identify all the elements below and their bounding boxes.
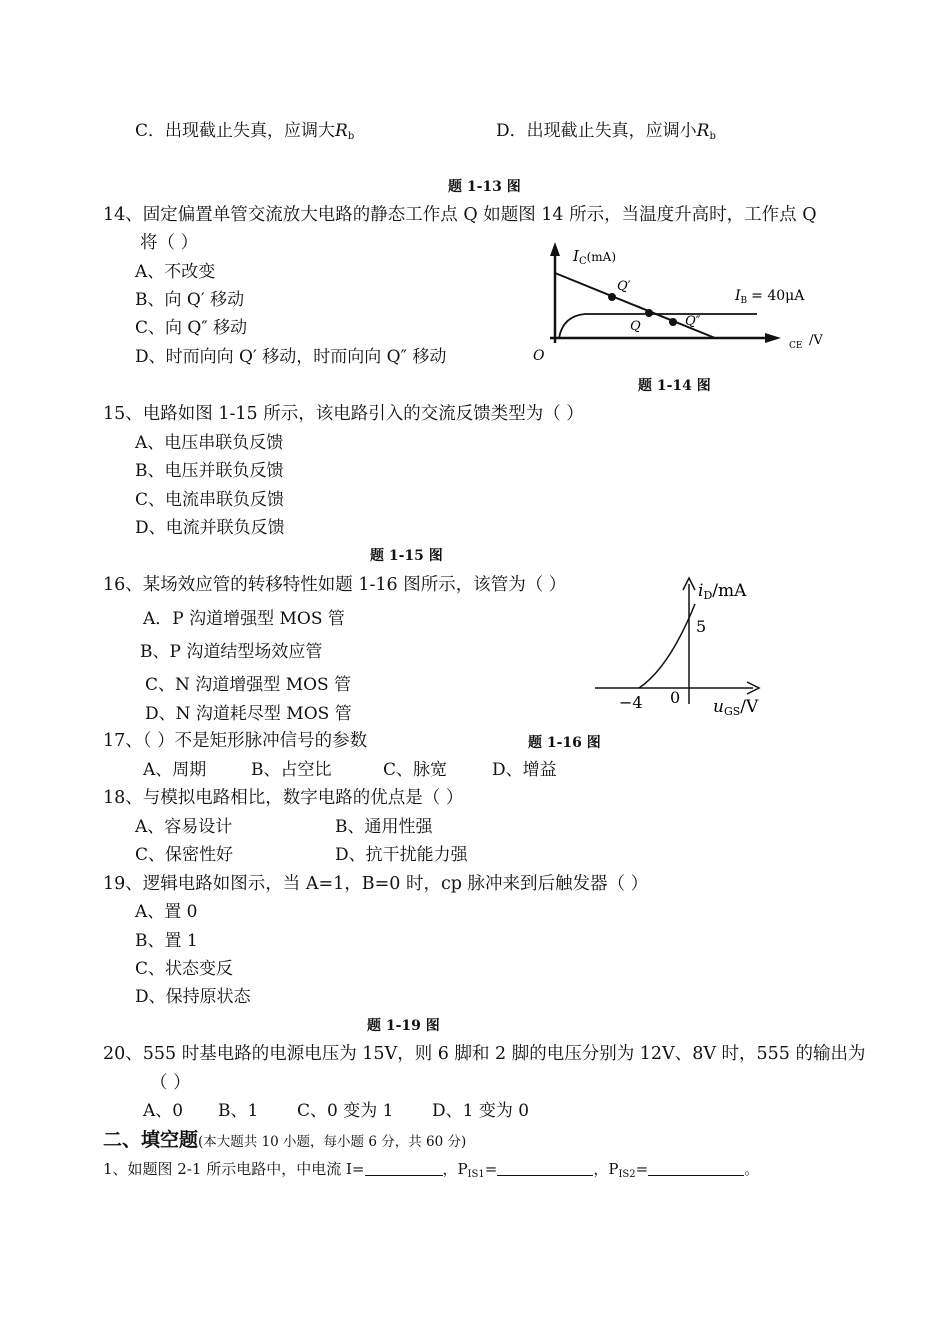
q15-caption: 题 1-15 图 [370, 548, 443, 564]
q14-option-d: D、时而向向 Q′ 移动，时而向向 Q″ 移动 [135, 347, 447, 367]
q18-option-b: B、通用性强 [335, 817, 433, 837]
q13-option-d-sub: b [709, 131, 716, 142]
q13-option-c [135, 123, 354, 142]
section2-note: (本大题共 10 小题，每小题 6 分，共 60 分) [198, 1134, 467, 1150]
q16-transfer-curve [639, 604, 695, 688]
q13-option-d-text: D．出现截止失真，应调小 [496, 121, 697, 141]
fill1-blank-i[interactable] [365, 1161, 443, 1176]
q14-stem-line2: 将（ ） [140, 233, 199, 253]
q19-option-c: C、状态变反 [135, 959, 234, 979]
q13-caption: 题 1-13 图 [448, 179, 521, 195]
q16-x-tick: −4 [619, 693, 643, 712]
q19-stem: 19、逻辑电路如图示，当 A=1，B=0 时，cp 脉冲来到后触发器（ ） [103, 874, 649, 894]
q15-option-b: B、电压并联负反馈 [135, 461, 284, 481]
q20-option-d: D、1 变为 0 [432, 1101, 530, 1121]
q14-ib-label: $I_B = 40\mu A$ [735, 288, 805, 306]
fill1-eq1: = [484, 1160, 498, 1178]
q20-option-c: C、0 变为 1 [297, 1101, 394, 1121]
fill1-sep2: ，P [593, 1160, 619, 1178]
q14-label-q1: Q′ [617, 279, 631, 294]
q15-option-d: D、电流并联负反馈 [135, 518, 285, 538]
q20-stem-line2: （ ） [150, 1073, 191, 1093]
q16-option-b: B、P 沟道结型场效应管 [140, 642, 323, 662]
q18-option-d: D、抗干扰能力强 [335, 845, 468, 865]
q18-option-c: C、保密性好 [135, 845, 234, 865]
q17-option-a: A、周期 [143, 760, 207, 780]
q19-caption: 题 1-19 图 [367, 1018, 440, 1034]
fill1-eq2: = [635, 1160, 649, 1178]
fill1-line [103, 1161, 759, 1180]
q16-option-c: C、N 沟道增强型 MOS 管 [145, 675, 352, 695]
q14-label-q: Q [630, 319, 641, 334]
section2-heading: 二、填空题 [103, 1129, 199, 1151]
q15-option-a: A、电压串联负反馈 [135, 433, 284, 453]
q14-point-q2 [669, 318, 677, 326]
q14-point-q1 [608, 293, 616, 301]
q16-stem: 16、某场效应管的转移特性如题 1-16 图所示，该管为（ ） [103, 575, 567, 595]
q20-option-b: B、1 [218, 1101, 259, 1121]
q14-point-q [645, 309, 653, 317]
q16-zero: 0 [670, 688, 681, 707]
q13-option-d [496, 123, 716, 142]
q14-caption: 题 1-14 图 [638, 378, 711, 394]
q16-y-label: iD/mA [698, 581, 747, 602]
q16-option-d: D、N 沟道耗尽型 MOS 管 [145, 704, 352, 724]
fill1-sub2: IS2 [618, 1169, 636, 1180]
q13-option-c-var: R [335, 121, 348, 141]
q18-option-a: A、容易设计 [135, 817, 233, 837]
q17-option-d: D、增益 [492, 760, 557, 780]
section2-header [103, 1131, 466, 1150]
q16-y-tick: 5 [696, 617, 707, 636]
q14-ib-curve [559, 314, 757, 338]
q15-stem: 15、电路如图 1-15 所示，该电路引入的交流反馈类型为（ ） [103, 404, 584, 424]
q14-option-b: B、向 Q′ 移动 [135, 290, 245, 310]
q14-stem-line1: 14、固定偏置单管交流放大电路的静态工作点 Q 如题图 14 所示，当温度升高时，工作点 Q [103, 205, 817, 225]
q18-stem: 18、与模拟电路相比，数字电路的优点是（ ） [103, 788, 464, 808]
fill1-sep1: ，P [442, 1160, 468, 1178]
fill1-end: 。 [744, 1160, 760, 1178]
q14-x-sub: CE [789, 341, 803, 351]
q16-figure [585, 574, 785, 724]
q14-x-arrow [765, 333, 781, 343]
q20-stem-line1: 20、555 时基电路的电源电压为 15V，则 6 脚和 2 脚的电压分别为 12V、8V 时，555 的输出为 [103, 1044, 866, 1064]
fill1-blank-pis1[interactable] [497, 1161, 593, 1176]
q14-y-label: $I_C^{(mA)}$ [573, 247, 617, 267]
q13-option-d-var: R [696, 121, 710, 141]
q14-figure [525, 238, 845, 368]
q19-option-a: A、置 0 [135, 902, 198, 922]
fill1-prefix: 1、如题图 2-1 所示电路中，中电流 I= [103, 1160, 365, 1178]
q17-option-c: C、脉宽 [383, 760, 448, 780]
q20-option-a: A、0 [143, 1101, 184, 1121]
q17-option-b: B、占空比 [251, 760, 332, 780]
q14-label-q2: Q″ [685, 314, 701, 329]
q14-option-c: C、向 Q″ 移动 [135, 318, 248, 338]
q16-option-a: A．P 沟道增强型 MOS 管 [143, 609, 345, 629]
fill1-blank-pis2[interactable] [648, 1161, 744, 1176]
q19-option-d: D、保持原状态 [135, 987, 251, 1007]
q16-caption: 题 1-16 图 [528, 735, 601, 751]
q19-option-b: B、置 1 [135, 931, 198, 951]
fill1-sub1: IS1 [467, 1169, 485, 1180]
q16-x-label: uGS/V [713, 697, 759, 718]
q14-y-arrow [550, 242, 560, 256]
q17-stem: 17、（ ）不是矩形脉冲信号的参数 [103, 731, 368, 751]
q13-option-c-sub: b [347, 131, 355, 142]
q15-option-c: C、电流串联负反馈 [135, 490, 285, 510]
q14-x-unit: /V [809, 333, 823, 348]
q14-option-a: A、不改变 [135, 262, 216, 282]
q14-origin: O [533, 348, 545, 364]
q13-option-c-text: C．出现截止失真，应调大 [135, 121, 336, 141]
